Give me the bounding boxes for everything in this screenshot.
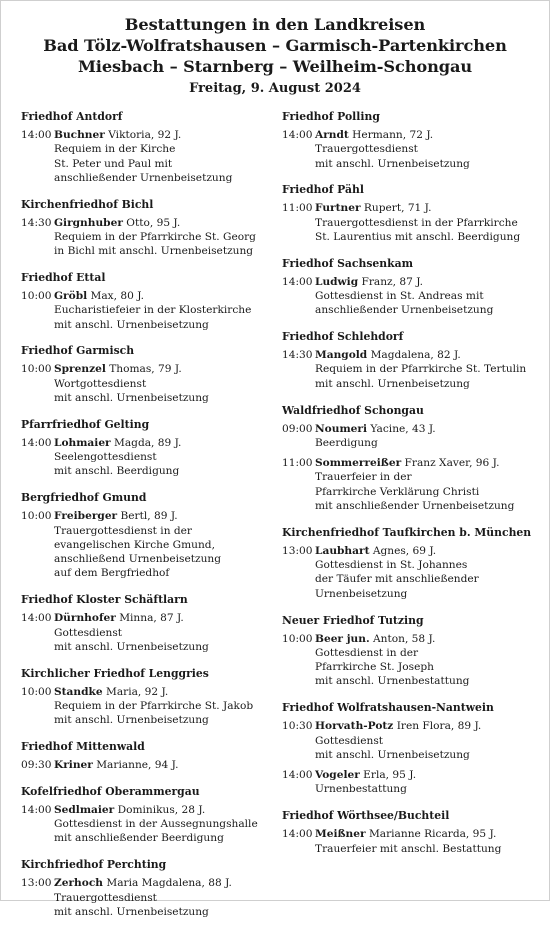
cemetery-name: Waldfriedhof Schongau: [282, 403, 424, 417]
deceased-surname: Dürnhofer: [54, 612, 116, 625]
burial-details: [315, 456, 544, 513]
deceased-name-age: Dominikus, 28 J.: [114, 803, 206, 816]
burial-details: [54, 509, 269, 580]
cemetery-name: Friedhof Antdorf: [21, 110, 123, 123]
cemetery-name: Kirchenfriedhof Bichl: [21, 197, 154, 211]
burial-time: 14:00: [21, 803, 52, 816]
service-detail-line: mit anschl. Urnenbeisetzung: [54, 905, 209, 918]
burial-details: [54, 362, 269, 405]
deceased-line: [315, 275, 544, 289]
deceased-surname: Noumeri: [315, 422, 368, 435]
service-detail-line: anschließender Urnenbeisetzung: [54, 171, 233, 184]
cemetery-name: Friedhof Ettal: [21, 271, 106, 285]
burial-entry: [282, 827, 544, 856]
burial-time: 10:00: [21, 290, 52, 303]
burial-entry: [21, 803, 269, 846]
cemetery-section: [282, 525, 544, 601]
deceased-name-age: Minna, 87 J.: [115, 612, 184, 625]
deceased-name-age: Franz Xaver, 96 J.: [401, 457, 500, 470]
burial-time: 14:00: [21, 612, 52, 625]
deceased-line: [54, 362, 269, 376]
deceased-name-age: Magdalena, 82 J.: [367, 349, 461, 362]
service-detail-line: Gottesdienst in der: [315, 646, 419, 659]
service-detail-line: mit anschl. Urnenbestattung: [315, 675, 470, 688]
cemetery-section: [21, 857, 269, 919]
cemetery-section: [282, 329, 544, 391]
deceased-surname: Ludwig: [315, 275, 359, 288]
deceased-line: [315, 719, 544, 733]
cemetery-section: [21, 784, 269, 846]
service-detail-line: Requiem in der Kirche: [54, 143, 176, 156]
burial-details: [315, 201, 544, 244]
deceased-surname: Kriner: [54, 759, 93, 772]
service-detail-line: mit anschl. Urnenbeisetzung: [315, 748, 470, 761]
burial-entry: [21, 128, 269, 185]
burial-details: [54, 685, 269, 728]
cemetery-name: Kofelfriedhof Oberammergau: [21, 784, 200, 798]
deceased-line: [315, 456, 544, 470]
cemetery-name: Neuer Friedhof Tutzing: [282, 613, 424, 627]
deceased-name-age: Marianne, 94 J.: [92, 759, 179, 772]
deceased-name-age: Agnes, 69 J.: [369, 544, 437, 557]
burial-time: 11:00: [282, 457, 313, 470]
deceased-name-age: Marianne Ricarda, 95 J.: [365, 828, 497, 841]
deceased-surname: Zerhoch: [54, 877, 103, 890]
service-detail-line: mit anschl. Urnenbeisetzung: [54, 640, 209, 653]
burial-details: [54, 128, 269, 185]
burial-entry: [21, 362, 269, 405]
service-detail-line: Trauergottesdienst in der Pfarrkirche: [315, 216, 518, 229]
cemetery-name: Friedhof Pähl: [282, 183, 364, 197]
cemetery-section: [21, 666, 269, 728]
deceased-surname: Mangold: [315, 349, 368, 362]
cemetery-section: [282, 403, 544, 514]
burial-details: [54, 758, 269, 772]
service-detail-line: mit anschl. Urnenbeisetzung: [315, 157, 470, 170]
deceased-surname: Lohmaier: [54, 436, 111, 449]
burial-entry: [282, 348, 544, 391]
cemetery-name: Friedhof Sachsenkam: [282, 256, 414, 270]
service-detail-line: Gottesdienst: [315, 734, 384, 747]
deceased-surname: Meißner: [315, 828, 366, 841]
burial-time: 10:00: [21, 363, 52, 376]
burial-time: 10:00: [21, 685, 52, 698]
deceased-name-age: Anton, 58 J.: [369, 632, 436, 645]
deceased-line: [315, 632, 544, 646]
deceased-name-age: Viktoria, 92 J.: [104, 129, 182, 141]
deceased-surname: Sommerreißer: [315, 457, 402, 470]
burial-details: [54, 876, 269, 919]
page-header: [1, 14, 549, 97]
service-detail-line: St. Peter und Paul mit: [54, 157, 173, 170]
service-detail-line: Seelengottesdienst: [54, 451, 157, 464]
right-column: [282, 109, 544, 867]
deceased-line: [54, 216, 269, 230]
burial-details: [315, 827, 544, 856]
burial-details: [315, 768, 544, 797]
burial-time: 10:00: [21, 510, 52, 523]
deceased-line: [315, 422, 544, 436]
service-detail-line: Trauergottesdienst: [54, 891, 157, 904]
cemetery-section: [21, 270, 269, 332]
cemetery-section: [21, 490, 269, 580]
burial-time: 14:00: [282, 769, 313, 782]
deceased-name-age: Hermann, 72 J.: [348, 129, 434, 141]
deceased-line: [315, 128, 544, 142]
service-detail-line: Gottesdienst in St. Johannes: [315, 559, 468, 572]
cemetery-name: Bergfriedhof Gmund: [21, 491, 147, 505]
service-detail-line: mit anschl. Urnenbeisetzung: [315, 377, 470, 390]
burial-entry: [21, 509, 269, 580]
burial-time: 14:00: [282, 129, 313, 141]
deceased-surname: Buchner: [54, 129, 105, 141]
burial-time: 14:00: [282, 275, 313, 288]
deceased-line: [54, 803, 269, 817]
service-detail-line: Eucharistiefeier in der Klosterkirche: [54, 304, 252, 317]
cemetery-name: Friedhof Polling: [282, 110, 380, 123]
service-detail-line: der Täufer mit anschließender: [315, 573, 479, 586]
service-detail-line: Trauergottesdienst in der: [54, 524, 192, 537]
burial-time: 11:00: [282, 202, 313, 215]
burial-details: [315, 128, 544, 171]
deceased-line: [54, 611, 269, 625]
deceased-surname: Standke: [54, 685, 103, 698]
deceased-surname: Freiberger: [54, 510, 118, 523]
cemetery-name: Friedhof Garmisch: [21, 344, 135, 358]
service-detail-line: Pfarrkirche Verklärung Christi: [315, 485, 480, 498]
service-detail-line: Urnenbestattung: [315, 783, 407, 796]
deceased-surname: Sedlmaier: [54, 803, 115, 816]
cemetery-name: Friedhof Mittenwald: [21, 740, 145, 754]
burial-entry: [282, 768, 544, 797]
service-detail-line: Urnenbeisetzung: [315, 587, 408, 600]
deceased-surname: Horvath-Potz: [315, 720, 394, 733]
burial-time: 10:30: [282, 720, 313, 733]
service-detail-line: auf dem Bergfriedhof: [54, 567, 170, 580]
cemetery-section: [21, 197, 269, 259]
service-detail-line: Requiem in der Pfarrkirche St. Georg: [54, 230, 256, 243]
deceased-name-age: Franz, 87 J.: [358, 275, 424, 288]
burial-entry: [21, 216, 269, 259]
header-title-line: Miesbach – Starnberg – Weilheim-Schongau: [77, 57, 473, 76]
cemetery-name: Friedhof Wolfratshausen-Nantwein: [282, 701, 494, 715]
deceased-surname: Vogeler: [315, 769, 360, 782]
cemetery-section: [21, 739, 269, 772]
deceased-surname: Sprenzel: [54, 363, 106, 376]
service-detail-line: Gottesdienst: [54, 626, 123, 639]
burial-details: [315, 422, 544, 451]
deceased-line: [54, 685, 269, 699]
left-column: [21, 109, 269, 931]
deceased-name-age: Thomas, 79 J.: [105, 363, 182, 376]
deceased-line: [54, 436, 269, 450]
service-detail-line: mit anschließender Urnenbeisetzung: [315, 500, 515, 513]
cemetery-name: Kirchfriedhof Perchting: [21, 858, 167, 872]
cemetery-name: Pfarrfriedhof Gelting: [21, 417, 150, 431]
burial-details: [315, 719, 544, 762]
cemetery-name: Friedhof Kloster Schäftlarn: [21, 593, 188, 607]
deceased-name-age: Iren Flora, 89 J.: [393, 720, 482, 733]
deceased-line: [315, 544, 544, 558]
burial-details: [315, 275, 544, 318]
header-title-line: Bad Tölz-Wolfratshausen – Garmisch-Partenkirchen: [43, 36, 507, 55]
burial-time: 14:00: [21, 436, 52, 449]
burial-time: 14:30: [21, 216, 52, 229]
deceased-line: [54, 876, 269, 890]
cemetery-section: [282, 256, 544, 318]
deceased-line: [315, 827, 544, 841]
service-detail-line: Gottesdienst in St. Andreas mit: [315, 290, 484, 303]
deceased-name-age: Maria Magdalena, 88 J.: [102, 877, 232, 890]
burial-entry: [282, 201, 544, 244]
burial-details: [54, 289, 269, 332]
cemetery-section: [282, 613, 544, 689]
burial-time: 09:30: [21, 759, 52, 772]
deceased-surname: Beer jun.: [315, 632, 370, 645]
header-date: Freitag, 9. August 2024: [189, 81, 361, 96]
deceased-surname: Girgnhuber: [54, 216, 123, 229]
burial-entry: [21, 685, 269, 728]
cemetery-section: [282, 700, 544, 796]
deceased-surname: Gröbl: [54, 290, 88, 303]
burial-time: 13:00: [282, 544, 313, 557]
service-detail-line: Requiem in der Pfarrkirche St. Tertulin: [315, 363, 527, 376]
service-detail-line: Trauergottesdienst: [315, 143, 418, 156]
cemetery-name: Kirchenfriedhof Taufkirchen b. München: [282, 525, 532, 539]
deceased-name-age: Maria, 92 J.: [102, 685, 169, 698]
deceased-line: [315, 348, 544, 362]
deceased-surname: Laubhart: [315, 544, 370, 557]
deceased-name-age: Erla, 95 J.: [359, 769, 417, 782]
burial-entry: [21, 876, 269, 919]
deceased-name-age: Bertl, 89 J.: [117, 510, 178, 523]
service-detail-line: Requiem in der Pfarrkirche St. Jakob: [54, 699, 254, 712]
service-detail-line: Wortgottesdienst: [54, 377, 147, 390]
cemetery-section: [21, 109, 269, 185]
deceased-name-age: Max, 80 J.: [87, 290, 145, 303]
service-detail-line: mit anschl. Urnenbeisetzung: [54, 714, 209, 727]
burial-time: 09:00: [282, 422, 313, 435]
cemetery-section: [282, 808, 544, 856]
service-detail-line: evangelischen Kirche Gmund,: [54, 538, 215, 551]
burial-details: [54, 216, 269, 259]
burial-entry: [282, 632, 544, 689]
burial-entry: [282, 544, 544, 601]
burial-time: 14:00: [21, 129, 52, 141]
deceased-name-age: Yacine, 43 J.: [367, 422, 436, 435]
cemetery-section: [282, 182, 544, 244]
service-detail-line: mit anschl. Urnenbeisetzung: [54, 318, 209, 331]
burial-entry: [282, 456, 544, 513]
cemetery-name: Friedhof Schlehdorf: [282, 330, 404, 344]
burial-entry: [282, 275, 544, 318]
service-detail-line: in Bichl mit anschl. Urnenbeisetzung: [54, 245, 254, 258]
service-detail-line: St. Laurentius mit anschl. Beerdigung: [315, 230, 521, 243]
deceased-name-age: Magda, 89 J.: [110, 436, 182, 449]
service-detail-line: anschließender Urnenbeisetzung: [315, 304, 494, 317]
burial-entry: [21, 611, 269, 654]
service-detail-line: mit anschl. Urnenbeisetzung: [54, 392, 209, 405]
deceased-line: [54, 289, 269, 303]
burial-details: [54, 611, 269, 654]
deceased-surname: Furtner: [315, 202, 361, 215]
service-detail-line: mit anschließender Beerdigung: [54, 832, 224, 845]
service-detail-line: Gottesdienst in der Aussegnungshalle: [54, 818, 258, 831]
service-detail-line: Pfarrkirche St. Joseph: [315, 661, 434, 674]
burial-entry: [282, 128, 544, 171]
service-detail-line: mit anschl. Beerdigung: [54, 465, 180, 478]
burial-entry: [21, 758, 269, 772]
cemetery-section: [21, 592, 269, 654]
service-detail-line: Trauerfeier in der: [315, 471, 412, 484]
burial-details: [315, 348, 544, 391]
burial-time: 13:00: [21, 877, 52, 890]
burial-time: 14:00: [282, 828, 313, 841]
deceased-surname: Arndt: [315, 129, 349, 141]
cemetery-section: [282, 109, 544, 171]
burial-entry: [21, 289, 269, 332]
burial-entry: [21, 436, 269, 479]
burial-details: [315, 632, 544, 689]
deceased-line: [54, 758, 269, 772]
deceased-name-age: Otto, 95 J.: [122, 216, 181, 229]
burial-details: [315, 544, 544, 601]
header-title-line: Bestattungen in den Landkreisen: [124, 15, 426, 34]
service-detail-line: Beerdigung: [315, 436, 378, 449]
deceased-line: [315, 768, 544, 782]
deceased-name-age: Rupert, 71 J.: [360, 202, 432, 215]
burial-entry: [282, 422, 544, 451]
cemetery-name: Kirchlicher Friedhof Lenggries: [21, 666, 209, 680]
cemetery-section: [21, 417, 269, 479]
service-detail-line: Trauerfeier mit anschl. Bestattung: [315, 842, 502, 855]
burial-details: [54, 436, 269, 479]
deceased-line: [54, 509, 269, 523]
burial-entry: [282, 719, 544, 762]
service-detail-line: anschließend Urnenbeisetzung: [54, 553, 222, 566]
deceased-line: [315, 201, 544, 215]
cemetery-section: [21, 343, 269, 405]
deceased-line: [54, 128, 269, 142]
burial-time: 10:00: [282, 632, 313, 645]
cemetery-name: Friedhof Wörthsee/Buchteil: [282, 809, 450, 823]
burial-details: [54, 803, 269, 846]
burial-time: 14:30: [282, 349, 313, 362]
